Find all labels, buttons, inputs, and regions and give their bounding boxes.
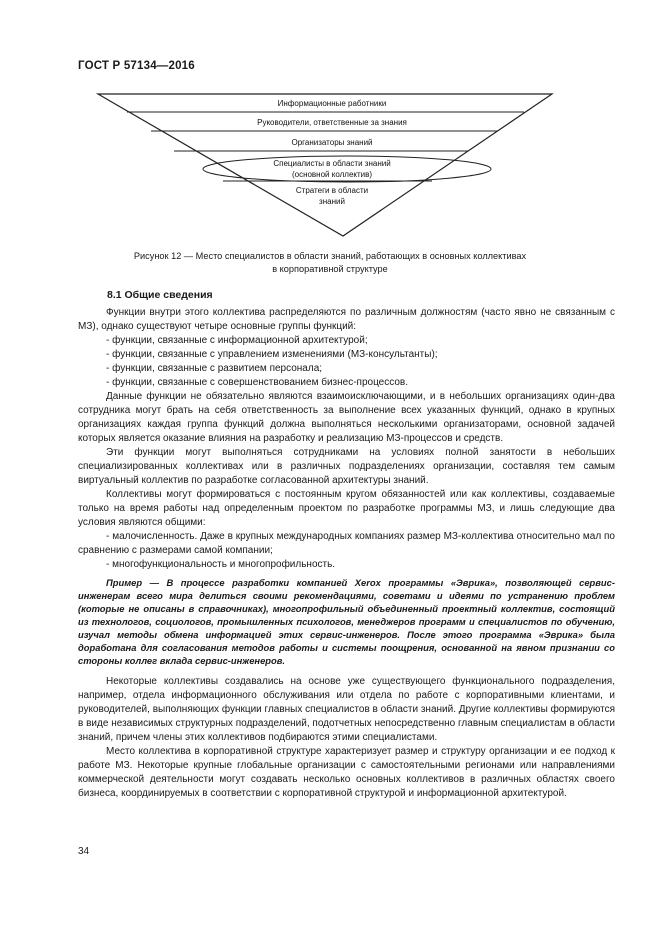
level-label: Стратеги в области [295, 186, 369, 195]
paragraph: Данные функции не обязательно являются взаимоисключающими, и в небольших организациях один-два сотрудника могут брать на себя ответственность за выполнение всех указанных функций, однако в крупных организациях каждая группа функций должна выполняться несколькими организаторами, основной задачей которых является оказание влияния на разработку и реализацию МЗ-процессов и средств. [78, 391, 615, 444]
caption-line: Рисунок 12 — Место специалистов в области знаний, работающих в основных коллективах [133, 251, 527, 261]
list-item: - функции, связанные с развитием персонала; [106, 363, 323, 374]
caption-line: в корпоративной структуре [272, 264, 388, 274]
paragraph: Функции внутри этого коллектива распределяются по различным должностям (часто явно не связанным с МЗ), однако существуют четыре основные группы функций: [78, 307, 615, 332]
section-title: 8.1 Общие сведения [107, 289, 213, 301]
list-item: - функции, связанные с совершенствованием бизнес-процессов. [106, 377, 409, 388]
level-label: Информационные работники [277, 99, 387, 108]
level-label: Руководители, ответственные за знания [257, 118, 407, 127]
level-label: Специалисты в области знаний [273, 159, 391, 168]
paragraph: Коллективы могут формироваться с постоянным кругом обязанностей или как коллективы, создаваемые только на время работы над определенным проектом по разработке программы МЗ, и лишь следующие два условия являются общими: [78, 489, 615, 528]
list-item: - функции, связанные с управлением изменениями (МЗ-консультанты); [106, 349, 438, 360]
body-text [78, 306, 615, 801]
list-item: - функции, связанные с информационной архитектурой; [106, 335, 368, 346]
level-label: Организаторы знаний [291, 138, 373, 147]
paragraph: Место коллектива в корпоративной структуре характеризует размер и структуру организации и ее подход к работе МЗ. Некоторые крупные глобальные организации с самостоятельными регионами или направлениями коммерческой деятельности могут создавать несколько основных коллективов в различных областях своего бизнеса, координируемых в соответствии с корпоративной структурой и информационной архитектурой. [78, 746, 615, 799]
level-label: знаний [319, 197, 345, 206]
inverted-pyramid-diagram [0, 0, 661, 245]
paragraph: Эти функции могут выполняться сотрудниками на условиях полной занятости в небольших специализированных коллективах или в различных подразделениях организации, составляя тем самым виртуальный коллектив по разработке согласованной архитектуры знаний. [78, 447, 615, 486]
paragraph: Некоторые коллективы создавались на основе уже существующего функционального подразделения, например, отдела информационного обслуживания или отдела по работе с корпоративными клиентами, и руководителей, выполняющих функции главных специалистов в области знаний. Другие коллективы формируются в виде независимых структурных подразделений, подотчетных непосредственно главным специалистам в области знаний, причем члены этих коллективов подбираются этими специалистами. [78, 676, 615, 743]
standard-header: ГОСТ Р 57134—2016 [78, 60, 195, 72]
page-number: 34 [78, 846, 90, 857]
list-item: - малочисленность. Даже в крупных международных компаниях размер МЗ-коллектива относительно мал по сравнению с размерами самой компании; [78, 531, 615, 556]
level-label: (основной коллектив) [291, 170, 373, 179]
figure-caption [100, 250, 560, 276]
list-item: - многофункциональность и многопрофильность. [106, 559, 336, 570]
example-paragraph: Пример — В процессе разработки компанией Xerox программы «Эврика», позволяющей сервис-инженерам всего мира делиться своими рекомендациями, советами и идеями по устранению проблем (которые не описаны в справочниках), многопрофильный объединенный проектный коллектив, состоящий из технологов, социологов, промышленных психологов, менеджеров программ и специалистов по обучению, изучал методы обмена информацией этих сервис-инженеров. После этого программа «Эврика» была доработана для согласования методов работы и системы поощрения, основанной на явном признании со стороны коллег вклада сервис-инженеров. [78, 577, 615, 666]
